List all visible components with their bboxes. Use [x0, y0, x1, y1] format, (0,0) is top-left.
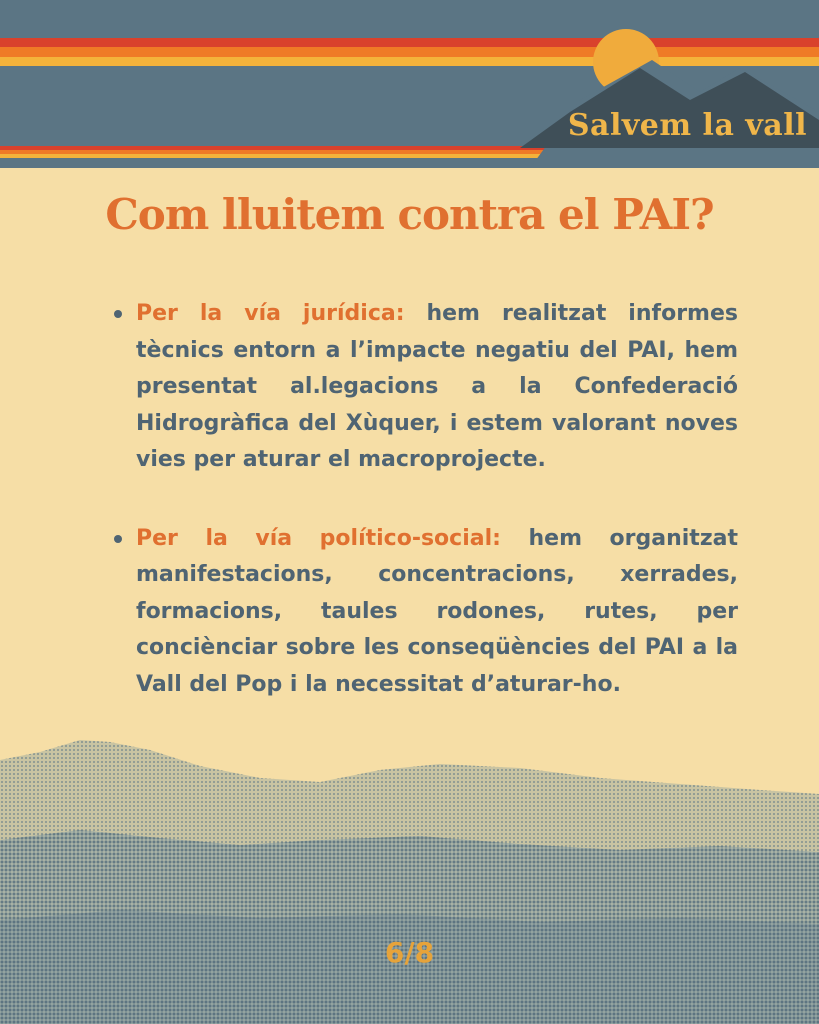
page-title: Com lluitem contra el PAI? — [105, 190, 714, 239]
bullet-dot-icon — [114, 535, 122, 543]
bullet-item-political — [112, 521, 738, 704]
bullet-text: hem realitzat informes tècnics entorn a l’impacte negatiu del PAI, hem presentat al.legacions a la Confederació Hidrogràfica del Xùquer, i estem valorant noves vies per aturar el macroprojecte. — [136, 301, 738, 472]
mountain-landscape-image — [0, 720, 819, 1024]
bullet-list — [112, 296, 738, 745]
bullet-dot-icon — [114, 310, 122, 318]
bullet-lead: Per la vía jurídica: — [136, 301, 405, 326]
header-banner — [0, 0, 819, 168]
bullet-text: hem organitzat manifestacions, concentracions, xerrades, formacions, taules rodones, rutes, per conciènciar sobre les conseqüències del PAI a la Vall del Pop i la necessitat d’aturar-ho. — [136, 525, 738, 697]
logo-text: Salvem la vall — [567, 108, 807, 143]
bullet-lead: Per la vía político-social: — [136, 525, 501, 551]
page-number: 6/8 — [384, 936, 435, 969]
bullet-item-legal — [112, 296, 738, 479]
